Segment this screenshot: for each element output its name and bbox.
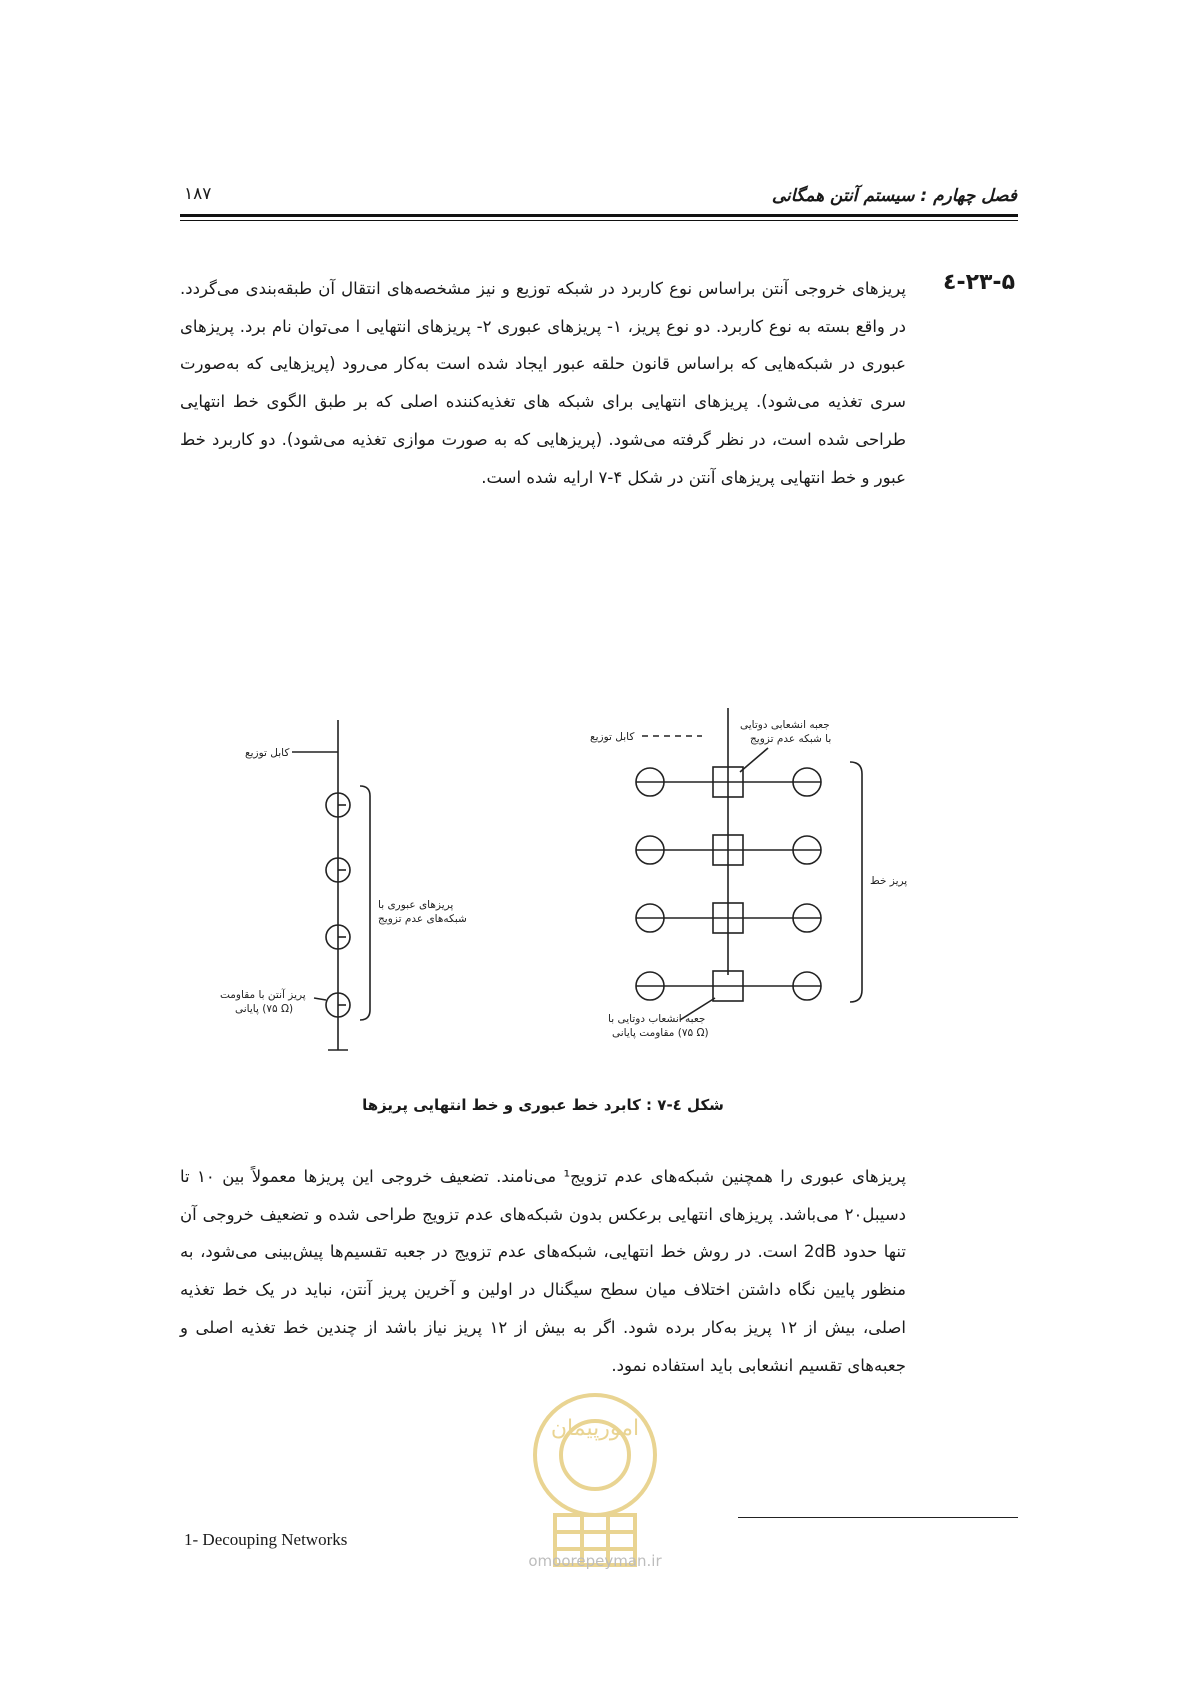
right-row-4 [636,971,821,1001]
left-terminal-label-2: پایانی (۷۵ Ω) [235,1003,294,1015]
section-number: ۲۳-۵-٤ [943,270,1015,295]
right-terminal-label-1: جعبه انشعاب دوتایی با [608,1013,706,1025]
paragraph-1: پریزهای خروجی آنتن براساس نوع کاربرد در شبکه توزیع و نیز مشخصه‌های انتقال آن طبقه‌بندی می‌گردد. در واقع بسته به نوع کاربرد. دو نوع پریز، ۱- پریزهای عبوری ۲- پریزهای انتهایی ا می‌توان نام برد. پریزهای عبوری در شبکه‌هایی که براساس قانون حلقه عبور ایجاد شده است به‌کار می‌رود (پریزهایی که به‌صورت سری تغذیه می‌شود). پریزهای انتهایی برای شبکه های تغذیه‌کننده اصلی که بر طبق الگوی خط انتهایی طراحی شده است، در نظر گرفته می‌شود. (پریزهایی که به صورت موازی تغذیه می‌شود). دو کاربرد خط عبور و خط انتهایی پریزهای آنتن در شکل ۴-۷ ارایه شده است. [180,279,906,487]
watermark-logo [480,1375,710,1575]
left-bracket [360,786,370,1020]
chapter-title: فصل چهارم : سیستم آنتن همگانی [771,186,1017,206]
right-terminal-label-2: مقاومت پایانی (۷۵ Ω) [612,1027,709,1039]
left-bracket-label-2: شبکه‌های عدم تزویج [378,913,467,925]
figure-caption: شکل ٤-۷ : کابرد خط عبوری و خط انتهایی پریزها [362,1096,724,1114]
left-terminal-label-1: پریز آنتن با مقاومت [220,989,306,1001]
header-rule-thin [180,220,1018,221]
figure-diagram [210,700,930,1060]
watermark-logo-text: امورپیمان [550,1416,640,1441]
header-rule-thick [180,214,1018,217]
right-cable-label: کابل توزیع [590,731,635,743]
left-terminal-pointer [314,998,326,1000]
right-box-label-2: با شبکه عدم تزویج [750,733,832,745]
right-diagram [636,708,862,1020]
right-box-label-1: جعبه انشعابی دوتایی [740,719,830,731]
paragraph-2: پریزهای عبوری را همچنین شبکه‌های عدم تزویج¹ می‌نامند. تضعیف خروجی این پریزها معمولاً بین ۱۰ تا دسیبل۲۰ می‌باشد. پریزهای انتهایی برعکس بدون شبکه‌های عدم تزویج طراحی شده و تضعیف خروجی آن تنها حدود 2dB است. در روش خط انتهایی، شبکه‌های عدم تزویج در جعبه تقسیم‌ها پیش‌بینی می‌شود، به منظور پایین نگاه داشتن اختلاف میان سطح سیگنال در اولین و آخرین پریز آنتن، نباید در یک خط تغذیه اصلی، بیش از ۱۲ پریز به‌کار برده شود. اگر به بیش از ۱۲ پریز نیاز باشد از چندین خط تغذیه اصلی و جعبه‌های تقسیم انشعابی باید استفاده نمود. [180,1167,906,1375]
right-bracket-label: پریز خط [870,875,908,887]
right-box-pointer [740,748,768,772]
page-number: ۱۸۷ [184,184,212,204]
right-bracket [850,762,862,1002]
left-cable-label: کابل توزیع [245,747,290,759]
left-bracket-label-1: پریزهای عبوری با [378,899,454,911]
watermark-url: omoorepeyman.ir [528,1552,662,1570]
footnote-rule [738,1517,1018,1518]
footnote: 1- Decouping Networks [184,1530,348,1549]
